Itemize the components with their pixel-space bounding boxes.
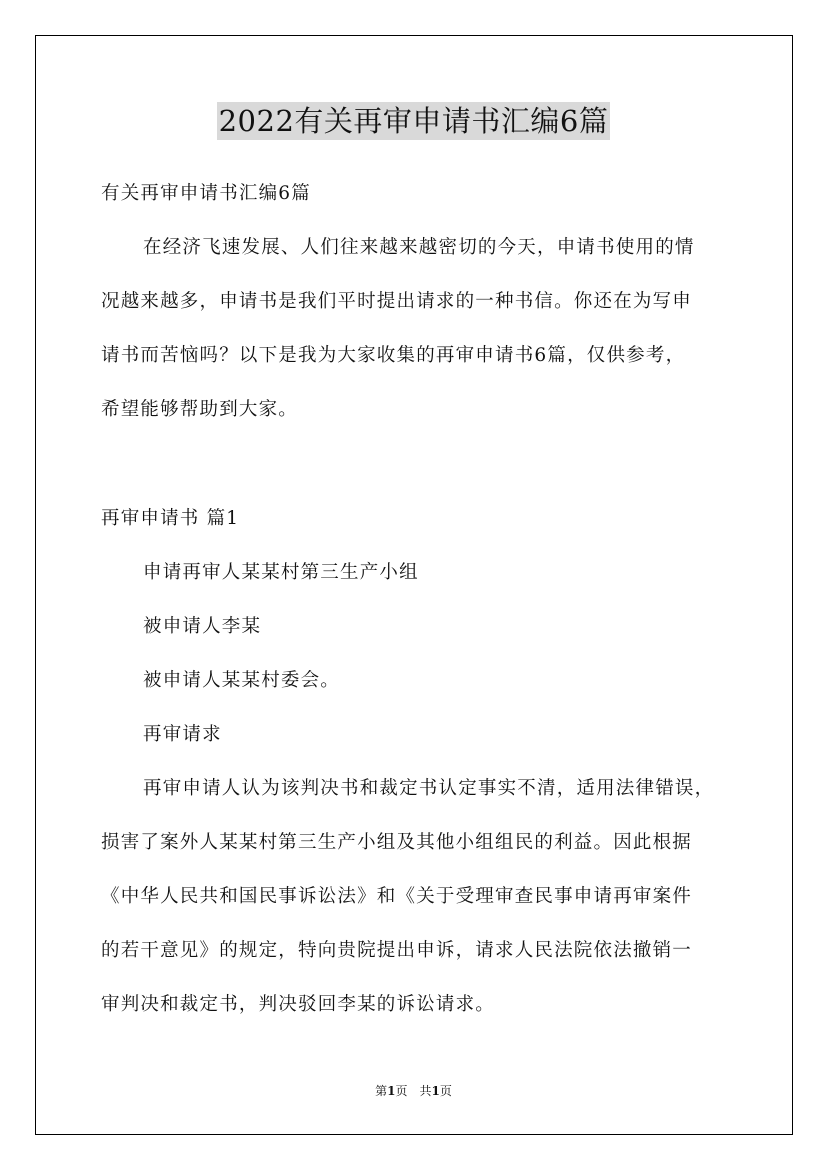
intro-line-1: 在经济飞速发展、人们往来越来越密切的今天，申请书使用的情 — [143, 237, 695, 258]
footer-total-suffix: 页 — [439, 1084, 452, 1098]
section-heading: 再审申请书 篇1 — [101, 508, 240, 529]
request-line-5: 审判决和裁定书，判决驳回李某的诉讼请求。 — [101, 994, 496, 1015]
request-line-1: 再审申请人认为该判决书和裁定书认定事实不清，适用法律错误， — [143, 778, 715, 799]
footer-total-prefix: 共 — [419, 1084, 432, 1098]
footer-page-prefix: 第 — [375, 1084, 388, 1098]
respondent-line-1: 被申请人李某 — [143, 616, 262, 637]
applicant-line: 申请再审人某某村第三生产小组 — [143, 562, 419, 583]
footer-page-current: 1 — [387, 1084, 396, 1098]
page-footer — [0, 1083, 827, 1099]
request-heading: 再审请求 — [143, 724, 222, 745]
document-title: 2022有关再审申请书汇编6篇 — [218, 104, 609, 138]
request-line-3: 《中华人民共和国民事诉讼法》和《关于受理审查民事申请再审案件 — [101, 886, 693, 907]
request-line-2: 损害了案外人某某村第三生产小组及其他小组组民的利益。因此根据 — [101, 832, 693, 853]
request-line-4: 的若干意见》的规定，特向贵院提出申诉，请求人民法院依法撤销一 — [101, 940, 693, 961]
intro-line-2: 况越来越多，申请书是我们平时提出请求的一种书信。你还在为写申 — [101, 291, 693, 312]
respondent-line-2: 被申请人某某村委会。 — [143, 670, 341, 691]
footer-page-suffix: 页 — [395, 1084, 408, 1098]
footer-page-total: 1 — [431, 1084, 440, 1098]
title-container — [0, 102, 827, 140]
intro-line-3: 请书而苦恼吗？以下是我为大家收集的再审申请书6篇，仅供参考， — [101, 345, 686, 366]
document-subtitle: 有关再审申请书汇编6篇 — [101, 183, 311, 204]
intro-line-4: 希望能够帮助到大家。 — [101, 399, 299, 420]
